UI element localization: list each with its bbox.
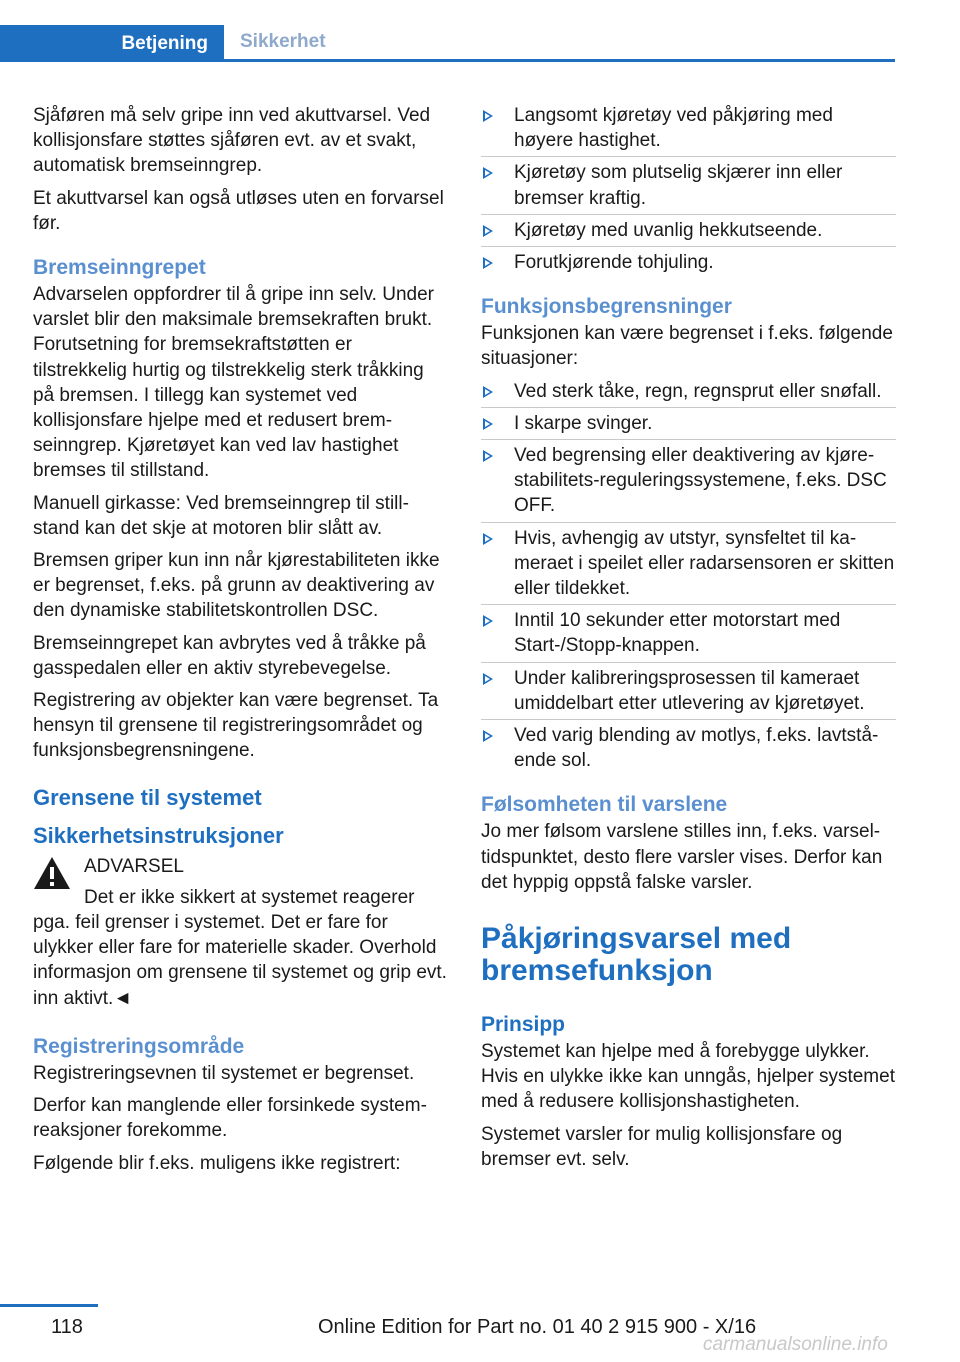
bullet-arrow-icon xyxy=(483,418,493,430)
list-item: Ved varig blending av motlys, f.eks. lavtstående sol. xyxy=(481,723,896,773)
list-item: Ved sterk tåke, regn, regnsprut eller snøfall. xyxy=(481,379,896,404)
list-item: Under kalibreringsprosessen til kameraet umiddelbart etter utlevering av kjøretøyet. xyxy=(481,666,896,716)
paragraph: Derfor kan manglende eller forsinkede systemreaksjoner forekomme. xyxy=(33,1095,427,1142)
warning-title: ADVARSEL xyxy=(84,855,184,877)
heading-prinsipp: Prinsipp xyxy=(481,1013,566,1037)
paragraph: Systemet kan hjelpe med å forebygge ulykker. Hvis en ulykke ikke kan unngås, hjelper systemet med å redusere kollisjonshastigheten. xyxy=(481,1041,895,1113)
list-item: Langsomt kjøretøy ved påkjøring med høyere hastighet. xyxy=(481,103,896,153)
bullet-arrow-icon xyxy=(483,673,493,685)
bullet-arrow-icon xyxy=(483,730,493,742)
list-item: Inntil 10 sekunder etter motorstart med Start-/Stopp-knappen. xyxy=(481,608,896,658)
tab-betjening[interactable]: Betjening xyxy=(0,25,224,62)
heading-grensene: Grensene til systemet xyxy=(33,784,262,810)
heading-sikkerhetsinstruksjoner: Sikkerhetsinstruksjoner xyxy=(33,822,284,848)
subheading-funksjonsbegrensninger: Funksjonsbegrensninger xyxy=(481,295,732,319)
paragraph: Bremseinngrepet kan avbrytes ved å tråkke på gasspedalen eller en aktiv styrebevegelse. xyxy=(33,632,426,679)
list-item: Ved begrensing eller deaktivering av kjørestabilitets-reguleringssystemene, f.eks. DSC OFF. xyxy=(481,443,896,519)
right-column xyxy=(481,103,896,1179)
bullet-arrow-icon xyxy=(483,615,493,627)
left-column xyxy=(33,103,448,1183)
bullet-arrow-icon xyxy=(483,386,493,398)
paragraph: Jo mer følsom varslene stilles inn, f.eks. varseltidspunktet, desto flere varsler vises. Derfor kan det hyppig oppstå falske varsler. xyxy=(481,821,883,893)
section-title-pakjoringsvarsel: Påkjøringsvarsel med bremsefunksjon xyxy=(481,922,792,988)
warning-triangle-icon xyxy=(33,856,71,890)
paragraph: Bremsen griper kun inn når kjørestabiliteten ikke er begrenset, f.eks. på grunn av deaktivering av den dynamiske stabilitetskontrollen DSC. xyxy=(33,550,440,622)
bullet-arrow-icon xyxy=(483,110,493,122)
warning-text: Det er ikke sikkert at systemet reagerer pga. feil grenser i systemet. Det er fare for ulykker eller fare for materielle skader. Overhold informasjon om grensene til systemet og grip evt. inn aktivt.◄ xyxy=(33,886,447,1009)
paragraph: Manuell girkasse: Ved bremseinngrep til stillstand kan det skje at motoren blir slått av. xyxy=(33,492,409,539)
list-item: Kjøretøy som plutselig skjærer inn eller bremser kraftig. xyxy=(481,160,896,210)
footer-rule xyxy=(0,1304,98,1307)
list-item: I skarpe svinger. xyxy=(481,411,896,436)
paragraph: Registreringsevnen til systemet er begrenset. xyxy=(33,1062,415,1084)
warning-block xyxy=(33,854,448,1011)
subheading-bremseinngrepet: Bremseinngrepet xyxy=(33,256,206,280)
paragraph: Sjåføren må selv gripe inn ved akuttvarsel. Ved kollisjonsfare støttes sjåføren evt. av et svakt, automatisk bremseinngrep. xyxy=(33,105,431,177)
paragraph: Følgende blir f.eks. muligens ikke registrert: xyxy=(33,1152,401,1174)
subheading-folsomheten: Følsomheten til varslene xyxy=(481,793,728,817)
subheading-registreringsomrade: Registreringsområde xyxy=(33,1034,245,1058)
watermark: carmanualsonline.info xyxy=(703,1334,888,1355)
header-rule xyxy=(0,59,895,62)
list-item: Kjøretøy med uvanlig hekkutseende. xyxy=(481,218,896,243)
paragraph: Funksjonen kan være begrenset i f.eks. følgende situasjoner: xyxy=(481,323,893,370)
page-number: 118 xyxy=(51,1316,83,1338)
page-header xyxy=(0,0,895,62)
list-limitations xyxy=(481,379,896,774)
bullet-arrow-icon xyxy=(483,225,493,237)
list-item: Hvis, avhengig av utstyr, synsfeltet til kameraet i speilet eller radarsensoren er skitten eller tildekket. xyxy=(481,526,896,602)
bullet-arrow-icon xyxy=(483,257,493,269)
list-item: Forutkjørende tohjuling. xyxy=(481,250,896,275)
paragraph: Et akuttvarsel kan også utløses uten en forvarsel før. xyxy=(33,187,444,234)
bullet-arrow-icon xyxy=(483,533,493,545)
edition-note: Online Edition for Part no. 01 40 2 915 900 - X/16 xyxy=(318,1316,757,1338)
paragraph: Registrering av objekter kan være begrenset. Ta hensyn til grensene til registreringsområdet og funksjonsbegrensningene. xyxy=(33,690,439,762)
tab-sikkerhet[interactable]: Sikkerhet xyxy=(240,31,326,52)
bullet-arrow-icon xyxy=(483,167,493,179)
bullet-arrow-icon xyxy=(483,450,493,462)
list-not-registered xyxy=(481,103,896,275)
paragraph: Advarselen oppfordrer til å gripe inn selv. Under varslet blir den maksimale bremsekraften brukt. Forutsetning for bremsekraftstøtten er tilstrekkelig hurtig og tilstrekkelig sterk tråkking på bremsen. I tillegg kan systemet ved kollisjonsfare hjelpe med et redusert bremseinngrep. Kjøretøyet kan ved lav hastighet bremses til stillstand. xyxy=(33,284,434,482)
paragraph: Systemet varsler for mulig kollisjonsfare og bremser evt. selv. xyxy=(481,1123,843,1170)
